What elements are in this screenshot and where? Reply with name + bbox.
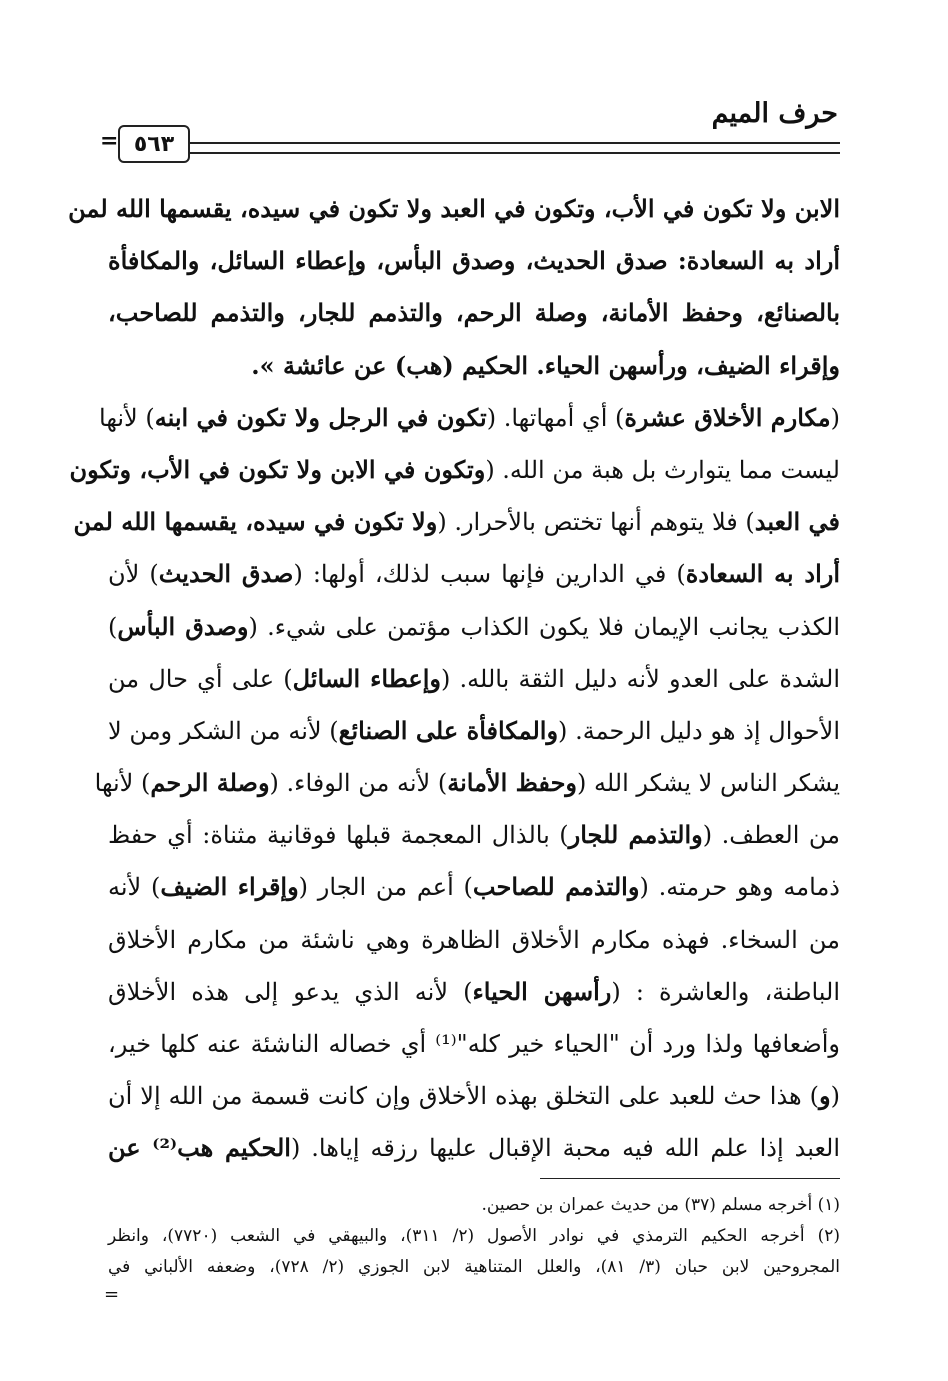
running-header-title: حرف الميم xyxy=(711,98,838,129)
text-line xyxy=(108,914,840,966)
bold-text-segment: الابن ولا تكون في الأب، وتكون في العبد ولا تكون في سيده، يقسمها الله لمن xyxy=(68,194,840,223)
bold-text-segment: والتذمم للجار xyxy=(568,820,703,850)
bold-text-segment: بالصنائع، وحفظ الأمانة، وصلة الرحم، والتذمم للجار، والتذمم للصاحب، xyxy=(108,298,840,328)
text-segment: ) بالذال المعجمة قبلها فوقانية مثناة: أي حفظ xyxy=(108,821,569,850)
text-line xyxy=(99,392,840,444)
bold-text-segment: رأسهن الحياء xyxy=(472,976,612,1006)
text-line xyxy=(108,653,840,705)
text-segment: ليست مما يتوارث بل هبة من الله. ( xyxy=(485,455,840,484)
text-line xyxy=(94,757,840,809)
bold-text-segment: وتكون في الابن ولا تكون في الأب، وتكون xyxy=(69,454,486,484)
text-segment: ) فلا يتوهم أنها تختص بالأحرار. ( xyxy=(437,508,755,537)
text-segment: يشكر الناس لا يشكر الله ( xyxy=(577,769,840,798)
bold-text-segment: و xyxy=(819,1081,831,1111)
text-segment: ) هذا حث للعبد على التخلق بهذه الأخلاق وإن كانت قسمة من الله إلا أن xyxy=(108,1082,820,1111)
footnote-separator xyxy=(540,1178,840,1179)
bold-text-segment: صدق الحديث xyxy=(158,559,294,589)
text-segment: ) على أي حال من xyxy=(108,664,293,693)
text-line xyxy=(108,809,840,861)
text-segment: ) لأنه الذي يدعو إلى هذه الأخلاق xyxy=(108,977,473,1006)
text-segment: ( xyxy=(830,1082,840,1111)
text-segment: ) xyxy=(108,612,118,641)
footnote-2-line-2: المجروحين لابن حبان (٣/ ٨١)، والعلل المتناهية لابن الجوزي (٢/ ٧٢٨)، وضعفه الألباني في xyxy=(108,1257,841,1277)
text-line xyxy=(108,1018,840,1070)
bold-text-segment: في العبد xyxy=(754,507,840,537)
main-text xyxy=(68,183,841,1175)
bold-text-segment: تكون في الرجل ولا تكون في ابنه xyxy=(154,402,487,432)
bold-text-segment: الحكيم هب⁽²⁾ عن xyxy=(108,1133,291,1163)
text-line xyxy=(108,1122,840,1174)
text-line xyxy=(108,861,840,913)
text-segment: ( xyxy=(830,403,840,432)
text-segment: ) لأن xyxy=(108,560,159,589)
bold-text-segment: أراد به السعادة: صدق الحديث، وصدق البأس، وإعطاء السائل، والمكافأة xyxy=(108,246,840,276)
bold-text-segment: وإقراء الضيف، ورأسهن الحياء. الحكيم (هب) عن عائشة ». xyxy=(251,350,840,380)
bold-text-segment: وصدق البأس xyxy=(117,611,249,641)
bold-text-segment: والتذمم للصاحب xyxy=(472,872,640,902)
footnotes xyxy=(108,1190,840,1283)
header-continuation-mark: = xyxy=(100,128,119,154)
text-segment: ) لأنه من الشكر ومن لا xyxy=(108,716,339,745)
bold-text-segment: وصلة الرحم xyxy=(150,768,270,798)
text-segment: ) لأنها xyxy=(94,769,151,798)
footnote-1: (١) أخرجه مسلم (٣٧) من حديث عمران بن حصين. xyxy=(481,1195,840,1215)
text-line xyxy=(108,1070,840,1122)
text-segment: ) في الدارين فإنها سبب لذلك، أولها: ( xyxy=(293,560,686,589)
bold-text-segment: وحفظ الأمانة xyxy=(447,768,577,798)
bold-text-segment: والمكافأة على الصنائع xyxy=(338,715,559,745)
text-line xyxy=(108,966,840,1018)
text-segment: الباطنة، والعاشرة : ( xyxy=(611,977,840,1006)
text-segment: ) لأنه من الوفاء. ( xyxy=(269,769,448,798)
text-line xyxy=(108,287,840,339)
bold-text-segment: وإقراء الضيف xyxy=(160,872,299,902)
bold-text-segment: ولا تكون في سيده، يقسمها الله لمن xyxy=(73,507,438,537)
text-segment: الكذب يجانب الإيمان فلا يكون الكذاب مؤتمن على شيء. ( xyxy=(248,612,840,641)
text-segment: الشدة على العدو لأنه دليل الثقة بالله. ( xyxy=(440,664,840,693)
text-line xyxy=(73,496,840,548)
text-line xyxy=(108,601,840,653)
text-line xyxy=(69,444,840,496)
text-line xyxy=(108,340,840,392)
text-line xyxy=(108,705,840,757)
text-segment: العبد إذا علم الله فيه محبة الإقبال عليها رزقه إياها. ( xyxy=(290,1134,841,1163)
text-line xyxy=(108,235,840,287)
footnote-2-line-1: (٢) أخرجه الحكيم الترمذي في نوادر الأصول (٢/ ٣١١)، والبيهقي في الشعب (٧٧٢٠)، وانظر xyxy=(108,1226,840,1246)
page-number: ٥٦٣ xyxy=(133,131,175,157)
bold-text-segment: مكارم الأخلاق عشرة xyxy=(624,402,831,432)
bold-text-segment: أراد به السعادة xyxy=(685,559,841,589)
page-number-box xyxy=(118,125,190,163)
text-segment: من العطف. ( xyxy=(702,821,840,850)
text-segment: ) أعم من الجار ( xyxy=(298,873,473,902)
text-segment: وأضعافها ولذا ورد أن "الحياء خير كله"⁽¹⁾ أي خصاله الناشئة عنه كلها خير، xyxy=(108,1030,840,1058)
text-segment: ) لأنه xyxy=(108,873,161,902)
text-segment: ) لأنها xyxy=(99,403,155,432)
text-segment: من السخاء. فهذه مكارم الأخلاق الظاهرة وهي ناشئة من مكارم الأخلاق xyxy=(108,925,840,954)
header-rule xyxy=(188,142,840,154)
text-line xyxy=(108,548,840,600)
text-segment: ) أي أمهاتها. ( xyxy=(486,403,625,432)
footnote-continuation-mark: = xyxy=(104,1284,120,1305)
text-segment: الأحوال إذ هو دليل الرحمة. ( xyxy=(558,716,840,745)
text-line xyxy=(68,183,840,235)
bold-text-segment: وإعطاء السائل xyxy=(292,663,441,693)
text-segment: ذمامه وهو حرمته. ( xyxy=(639,873,840,902)
